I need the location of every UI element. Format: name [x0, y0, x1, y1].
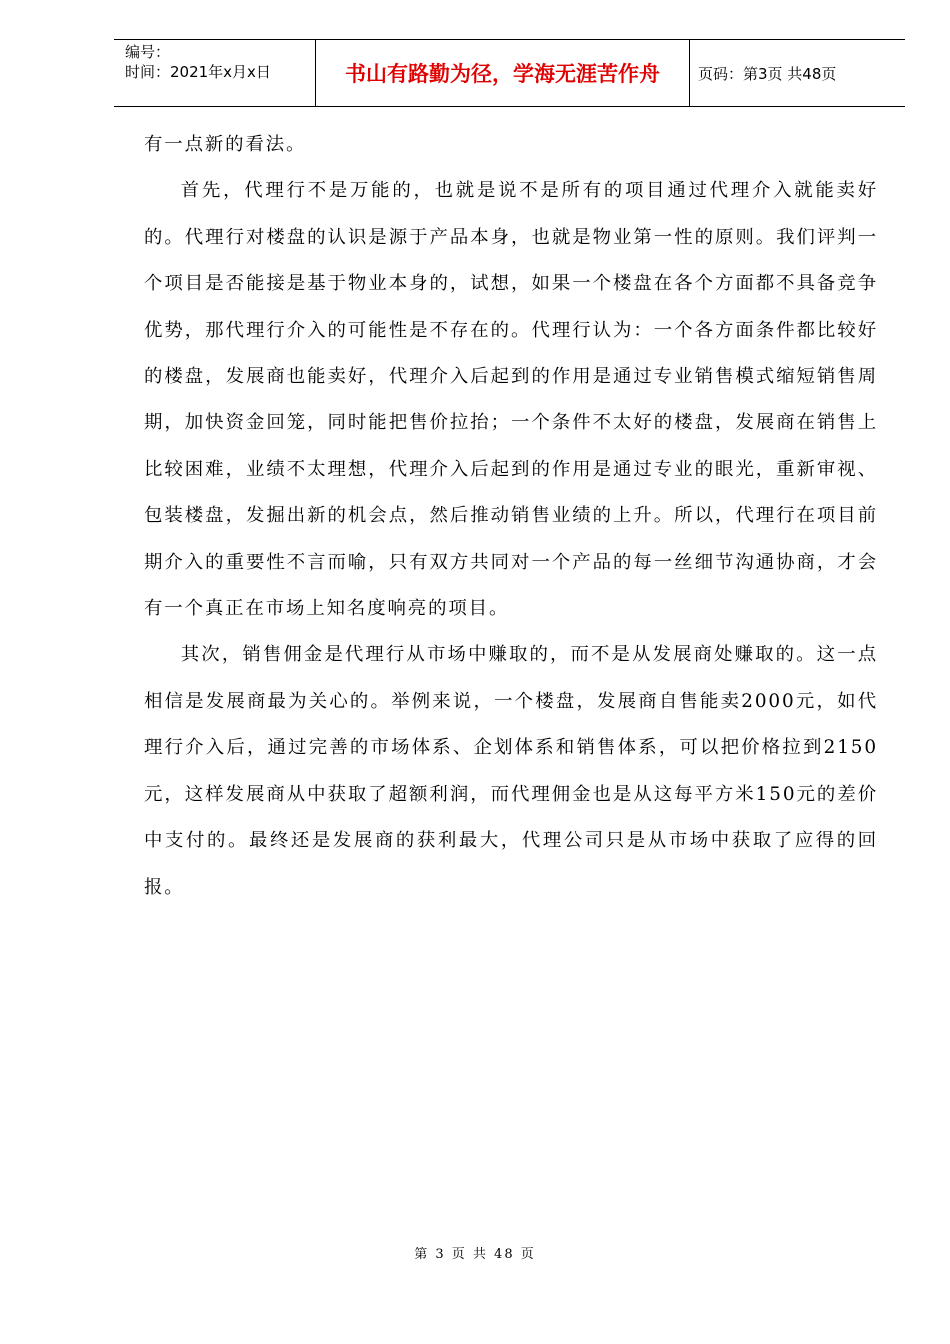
time-label: 时间：2021年x月x日: [125, 63, 271, 81]
document-body: [144, 122, 878, 911]
header-motto-cell: [316, 40, 690, 106]
page-info: 页码：第3页 共48页: [698, 64, 837, 83]
motto: 书山有路勤为径，学海无涯苦作舟: [345, 62, 660, 86]
paragraph: 有一点新的看法。: [144, 134, 307, 155]
page-footer: [0, 1243, 950, 1262]
footer-page-number: 第 3 页 共 48 页: [414, 1247, 536, 1262]
header-page-info: [690, 40, 905, 106]
number-label: 编号：: [125, 43, 171, 61]
page-header: [114, 39, 905, 107]
paragraph: 首先，代理行不是万能的，也就是说不是所有的项目通过代理介入就能卖好的。代理行对楼盘的认识是源于产品本身，也就是物业第一性的原则。我们评判一个项目是否能接是基于物业本身的，试想，如果一个楼盘在各个方面都不具备竞争优势，那代理行介入的可能性是不存在的。代理行认为：一个各方面条件都比较好的楼盘，发展商也能卖好，代理介入后起到的作用是通过专业销售模式缩短销售周期，加快资金回笼，同时能把售价拉抬；一个条件不太好的楼盘，发展商在销售上比较困难，业绩不太理想，代理介入后起到的作用是通过专业的眼光，重新审视、包装楼盘，发掘出新的机会点，然后推动销售业绩的上升。所以，代理行在项目前期介入的重要性不言而喻，只有双方共同对一个产品的每一丝细节沟通协商，才会有一个真正在市场上知名度响亮的项目。: [144, 180, 878, 620]
paragraph: 其次，销售佣金是代理行从市场中赚取的，而不是从发展商处赚取的。这一点相信是发展商最为关心的。举例来说，一个楼盘，发展商自售能卖2000元，如代理行介入后，通过完善的市场体系、企划体系和销售体系，可以把价格拉到2150元，这样发展商从中获取了超额利润，而代理佣金也是从这每平方米150元的差价中支付的。最终还是发展商的获利最大，代理公司只是从市场中获取了应得的回报。: [144, 644, 878, 898]
header-meta: [114, 40, 316, 106]
